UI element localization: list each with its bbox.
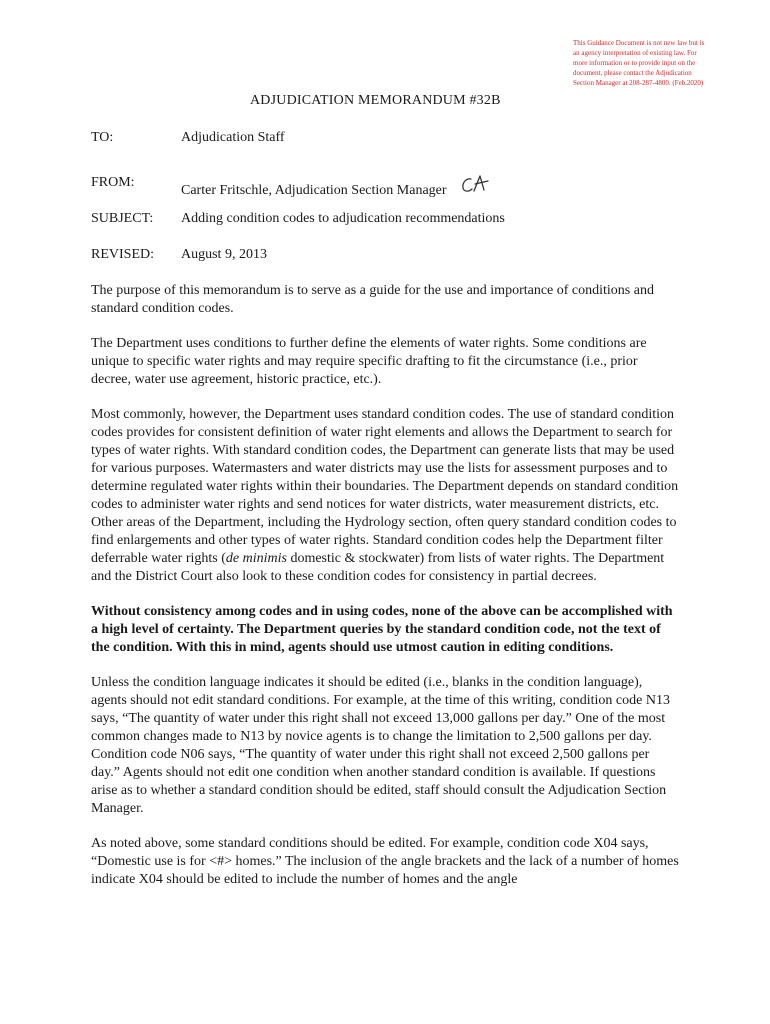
guidance-disclaimer: This Guidance Document is not new law but is an agency interpretation of existing law. For more information or to provide input on the document, please contact the Adjudication Section Manager at 208-287-4800. (Feb.2020) [573, 39, 705, 87]
paragraph-conditions: The Department uses conditions to further define the elements of water rights. Some conditions are unique to specific water rights and may require specific drafting to fit the circumstance (i.e., prior decree, water use agreement, historic practice, etc.). [91, 336, 647, 387]
to-label: TO: [91, 130, 114, 145]
from-label: FROM: [91, 175, 135, 190]
paragraph-editing: Unless the condition language indicates it should be edited (i.e., blanks in the condition language), agents should not edit standard conditions. For example, at the time of this writing, condition code N13 says, “The quantity of water under this right shall not exceed 13,000 gallons per day.” One of the most common changes made to N13 by novice agents is to change the limitation to 2,500 gallons per day. Condition code N06 says, “The quantity of water under this right shall not exceed 2,500 gallons per day.” Agents should not edit one condition when another standard condition is available. If questions arise as to whether a standard condition should be edited, staff should consult the Adjudication Section Manager. [91, 675, 670, 816]
from-value: Carter Fritschle, Adjudication Section Manager [181, 183, 447, 198]
paragraph-standard-codes-part2: domestic & stockwater) from lists of water rights. The Department and the District Court also look to these condition codes for consistency in partial decrees. [91, 551, 665, 584]
memo-title: ADJUDICATION MEMORANDUM #32B [250, 93, 501, 108]
to-value: Adjudication Staff [181, 130, 285, 145]
paragraph-caution: Without consistency among codes and in using codes, none of the above can be accomplished with a high level of certainty. The Department queries by the standard condition code, not the text of the condition. With this in mind, agents should use utmost caution in editing conditions. [91, 604, 673, 655]
revised-label: REVISED: [91, 247, 154, 262]
paragraph-purpose: The purpose of this memorandum is to serve as a guide for the use and importance of conditions and standard condition codes. [91, 283, 654, 316]
paragraph-standard-codes [91, 406, 681, 586]
paragraph-edited-example: As noted above, some standard conditions should be edited. For example, condition code X04 says, “Domestic use is for <#> homes.” The inclusion of the angle brackets and the lack of a number of homes indicate X04 should be edited to include the number of homes and the angle [91, 836, 679, 887]
de-minimis-term: de minimis [225, 551, 287, 566]
paragraph-standard-codes-part1: Most commonly, however, the Department uses standard condition codes. The use of standard condition codes provides for consistent definition of water right elements and allows the Department to search for types of water rights. With standard condition codes, the Department can generate lists that may be used for various purposes. Watermasters and water districts may use the lists for assessment purposes and to determine regulated water rights within their boundaries. The Department depends on standard condition codes to administer water rights and send notices for water districts, water measurement districts, etc. Other areas of the Department, including the Hydrology section, often query standard condition codes to find enlargements and other types of water rights. Standard condition codes help the Department filter deferrable water rights ( [91, 407, 679, 566]
from-value-wrap [181, 174, 490, 202]
handwritten-initials [460, 174, 490, 202]
revised-value: August 9, 2013 [181, 247, 267, 262]
subject-value: Adding condition codes to adjudication recommendations [181, 211, 505, 226]
memo-body [91, 282, 681, 906]
subject-label: SUBJECT: [91, 211, 154, 226]
